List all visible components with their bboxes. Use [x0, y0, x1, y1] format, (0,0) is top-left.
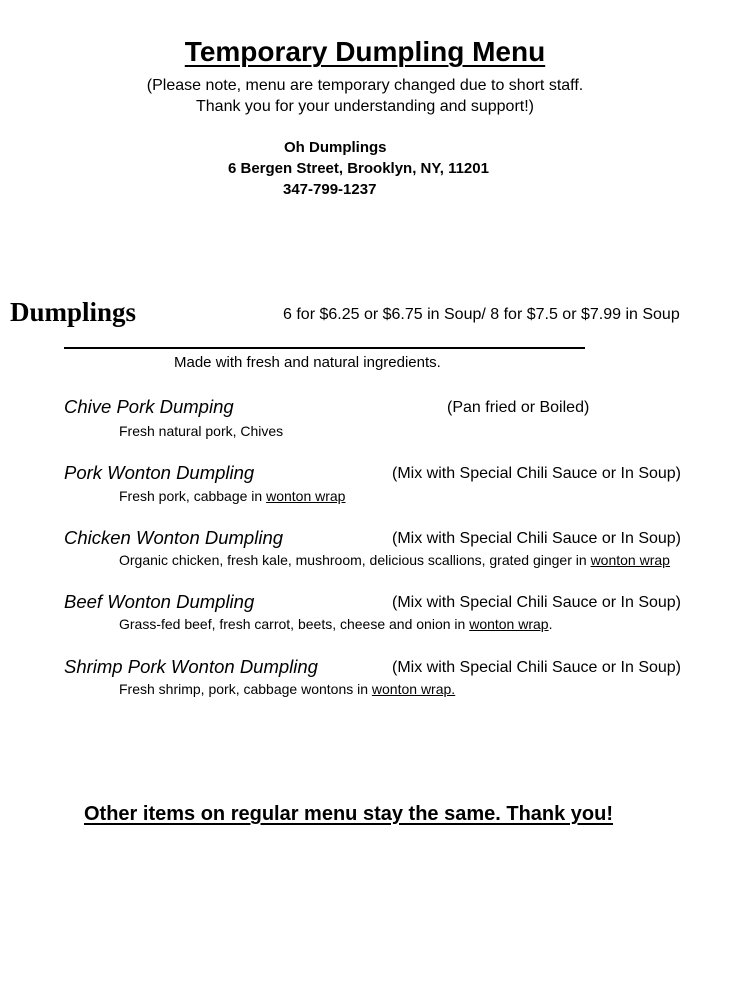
store-name: Oh Dumplings: [284, 139, 387, 156]
section-pricing: 6 for $6.25 or $6.75 in Soup/ 8 for $7.5 or $7.99 in Soup: [283, 306, 680, 323]
menu-item-name: Chive Pork Dumping: [64, 396, 234, 417]
menu-item-description: [119, 681, 455, 697]
menu-item-name: Shrimp Pork Wonton Dumpling: [64, 656, 318, 677]
menu-item-name: Chicken Wonton Dumpling: [64, 527, 284, 548]
menu-item-description: [119, 616, 552, 632]
page-title: Temporary Dumpling Menu: [184, 36, 546, 67]
menu-item-description-underlined: wonton wrap: [266, 488, 346, 504]
menu-item-description-text: Grass-fed beef, fresh carrot, beets, cheese and onion in: [119, 616, 470, 632]
menu-item-option: (Pan fried or Boiled): [447, 399, 590, 416]
menu-item-description-underlined: wonton wrap.: [371, 681, 456, 697]
menu-item-name: Beef Wonton Dumpling: [64, 591, 255, 612]
menu-item-description-underlined: wonton wrap: [469, 616, 549, 632]
menu-item-description-underlined: wonton wrap: [590, 552, 670, 568]
footer-note: Other items on regular menu stay the same. Thank you!: [84, 803, 614, 825]
menu-item-description: [119, 423, 283, 439]
staff-note-line-1: (Please note, menu are temporary changed due to short staff.: [146, 77, 584, 94]
section-title: Dumplings: [10, 297, 137, 327]
staff-note-line-2: Thank you for your understanding and support!): [196, 98, 534, 115]
menu-item-description-text: Fresh shrimp, pork, cabbage wontons in: [119, 681, 372, 697]
menu-item-description-tail: .: [548, 616, 553, 632]
store-address: 6 Bergen Street, Brooklyn, NY, 11201: [228, 160, 489, 177]
menu-item-description-text: Fresh pork, cabbage in: [119, 488, 267, 504]
section-subtitle: Made with fresh and natural ingredients.: [174, 354, 441, 371]
menu-item-description-text: Organic chicken, fresh kale, mushroom, delicious scallions, grated ginger in: [119, 552, 591, 568]
section-divider: [64, 347, 585, 349]
menu-item-option: (Mix with Special Chili Sauce or In Soup): [392, 530, 682, 547]
menu-item-name: Pork Wonton Dumpling: [64, 462, 255, 483]
store-phone: 347-799-1237: [283, 181, 377, 198]
menu-item-option: (Mix with Special Chili Sauce or In Soup): [392, 465, 682, 482]
menu-item-description: [119, 552, 670, 568]
menu-item-description: [119, 488, 345, 504]
menu-item-description-text: Fresh natural pork, Chives: [119, 423, 284, 439]
menu-item-option: (Mix with Special Chili Sauce or In Soup): [392, 594, 682, 611]
menu-item-option: (Mix with Special Chili Sauce or In Soup): [392, 659, 682, 676]
